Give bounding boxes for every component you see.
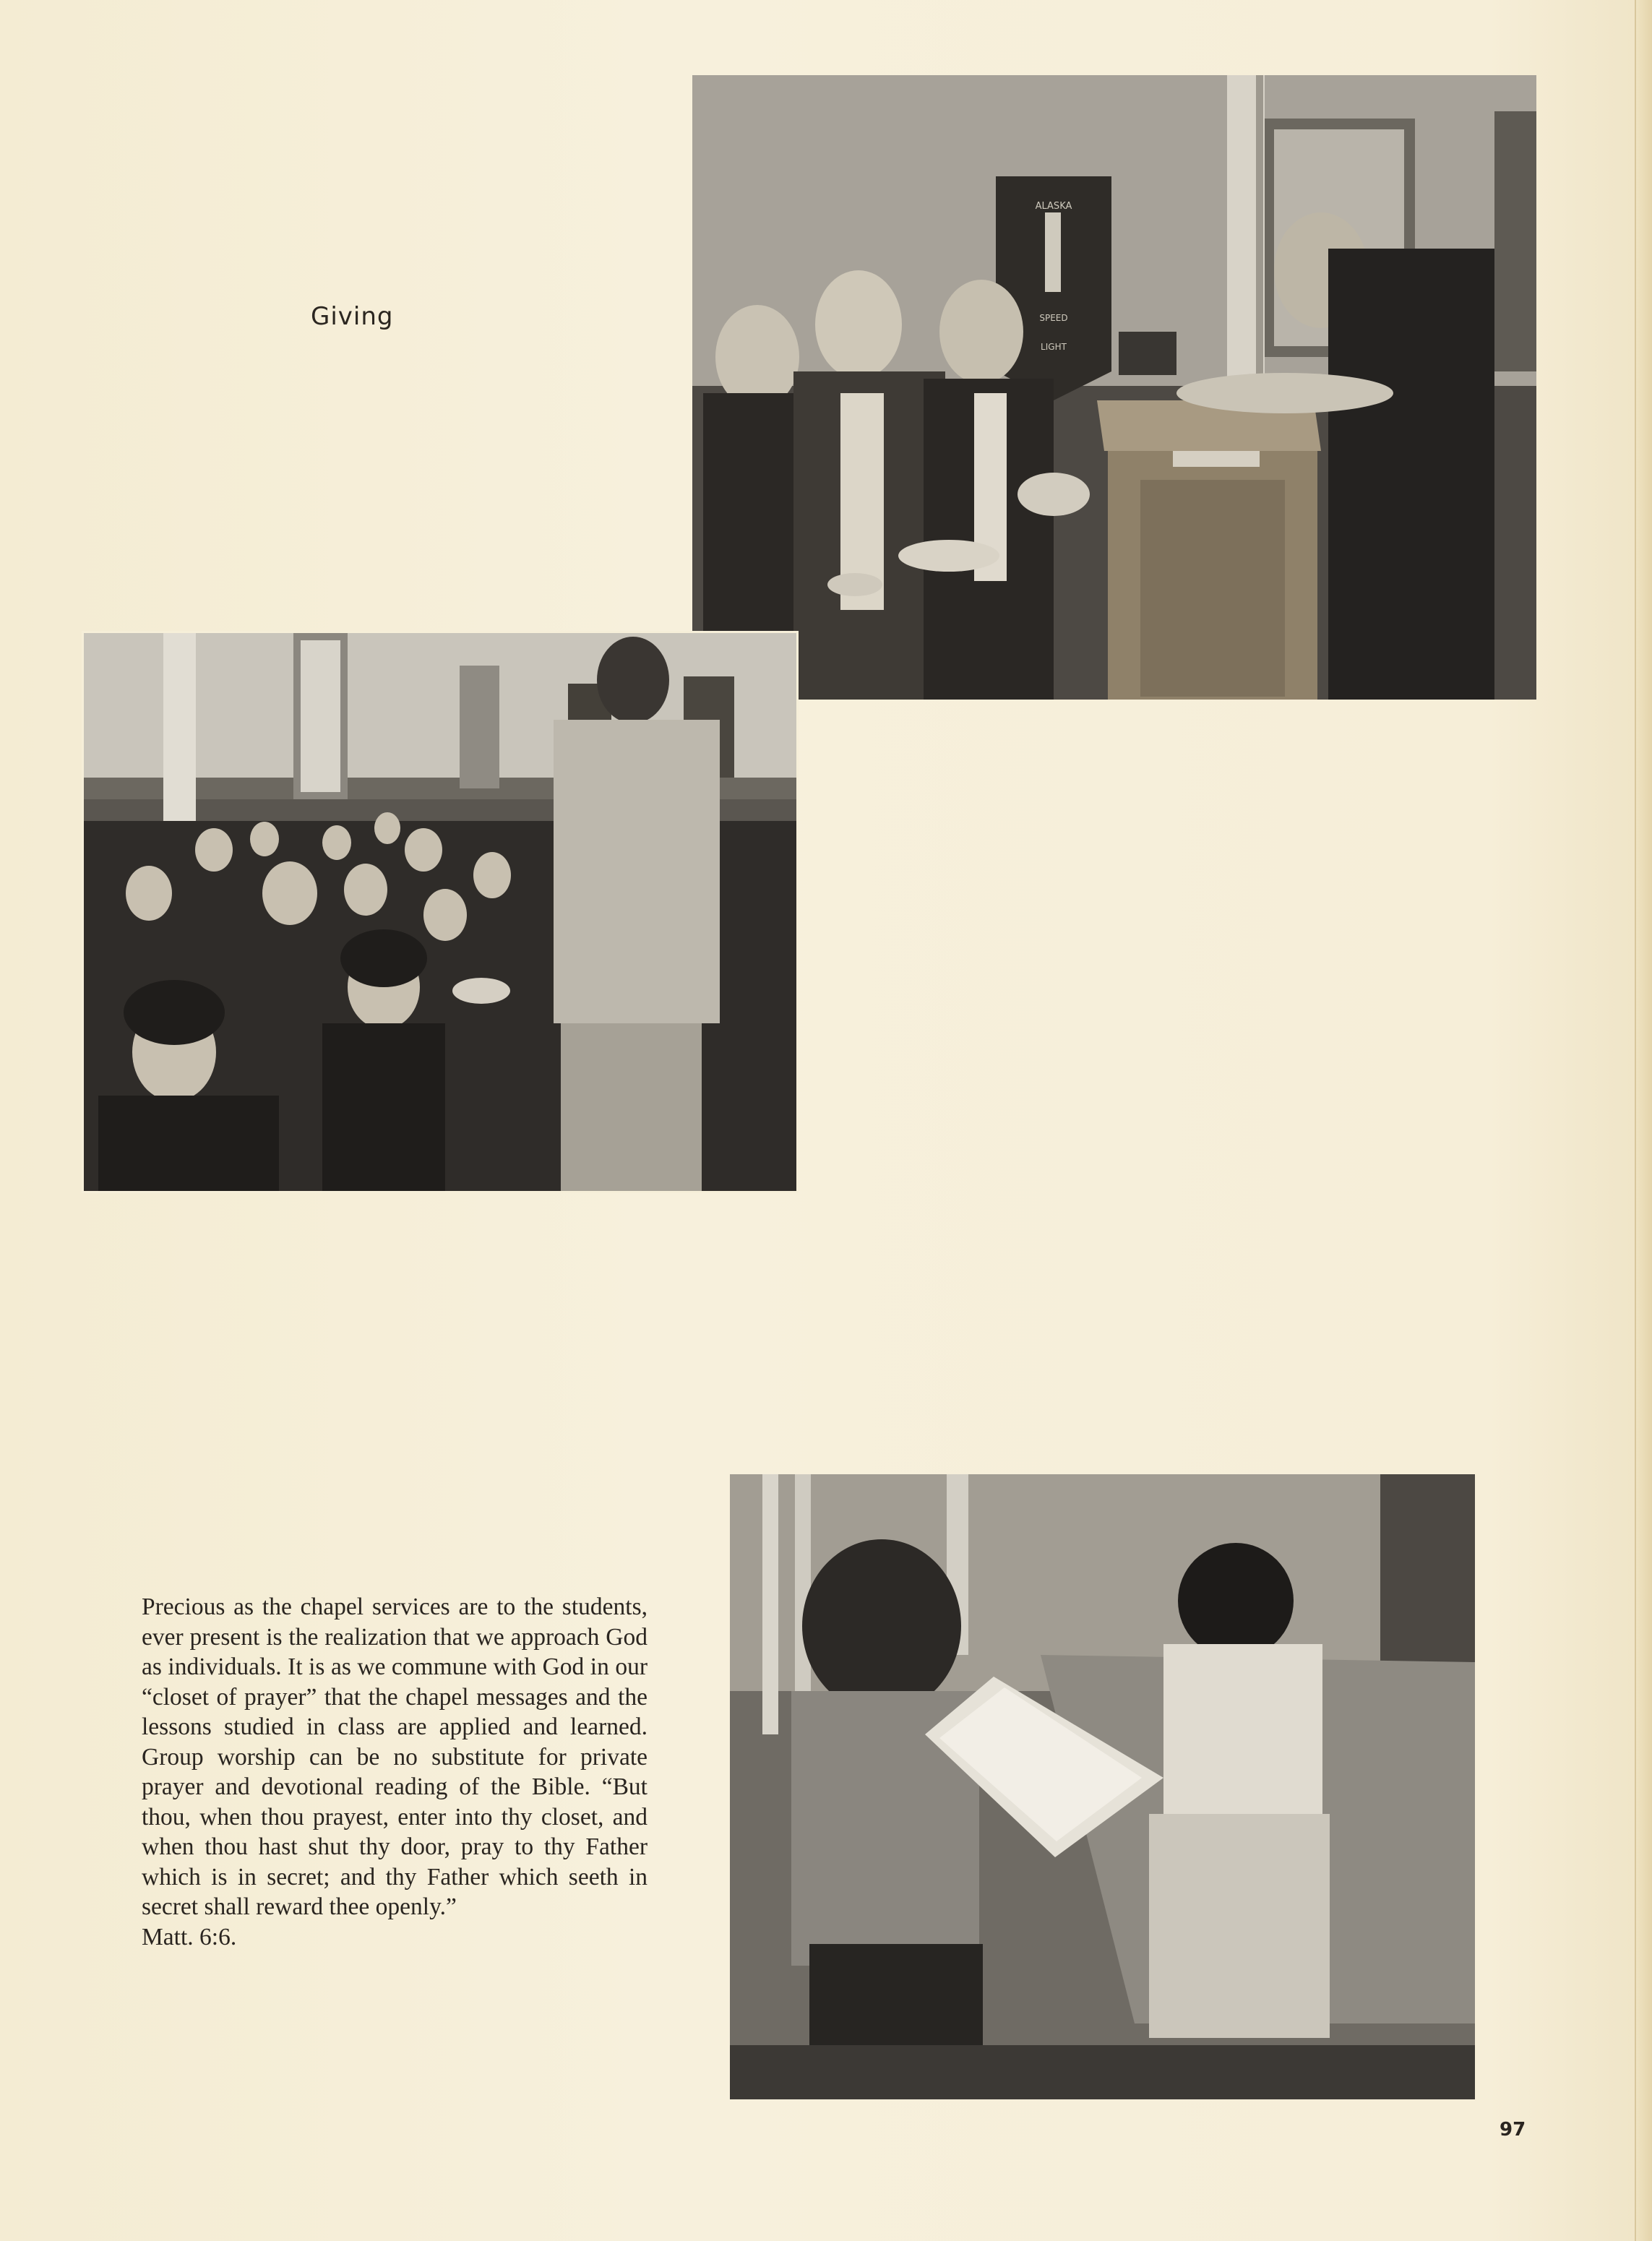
scripture-citation: Matt. 6:6. (142, 1923, 237, 1950)
banner-text-top: ALASKA (1035, 201, 1072, 212)
page-edge (1635, 0, 1652, 2241)
banner-text-mid: SPEED (1039, 313, 1068, 323)
page-number: 97 (1500, 2119, 1526, 2141)
photo-offering-at-pulpit (692, 75, 1536, 700)
photo-private-prayer (730, 1474, 1475, 2099)
body-paragraph (142, 1592, 648, 1952)
photo-chapel-congregation (82, 631, 799, 1193)
section-heading: Giving (311, 302, 394, 331)
banner-text-bottom: LIGHT (1041, 342, 1067, 352)
body-text: Precious as the chapel services are to the students, ever present is the realization that we approach God as individuals. It is as we commune with God in our “closet of prayer” that the chapel messages and the lessons studied in class are applied and learned. Group worship can be no substitute for private prayer and devotional reading of the Bible. “But thou, when thou prayest, enter into thy closet, and when thou hast shut thy door, pray to thy Father which is in secret; and thy Father which seeth in secret shall reward thee openly.” (142, 1593, 648, 1920)
